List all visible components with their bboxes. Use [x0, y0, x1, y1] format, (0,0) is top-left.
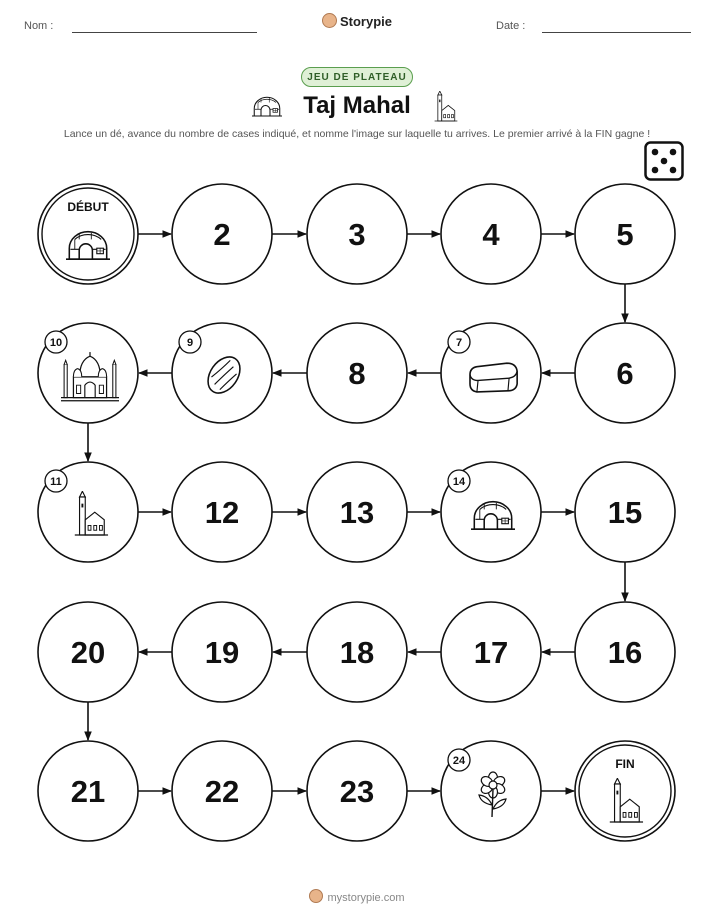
board-cell-13[interactable] — [307, 462, 407, 562]
dice-icon — [644, 141, 684, 181]
board-cell-21[interactable] — [38, 741, 138, 841]
instructions: Lance un dé, avance du nombre de cases indiqué, et nomme l'image sur laquelle tu arrives. Le premier arrivé à la FIN gagne ! — [63, 128, 651, 140]
footer-bear-icon — [309, 889, 323, 903]
board-cell-1[interactable] — [38, 184, 138, 284]
board-cell-5[interactable] — [575, 184, 675, 284]
cell-number-small: 9 — [186, 337, 194, 349]
cell-number: 18 — [339, 635, 375, 670]
board-cell-8[interactable] — [307, 323, 407, 423]
board-cell-18[interactable] — [307, 602, 407, 702]
cell-number: 19 — [204, 635, 240, 670]
cell-number: 3 — [348, 217, 366, 252]
board-cell-7[interactable] — [441, 323, 541, 423]
footer — [0, 889, 714, 904]
cell-number: 22 — [204, 774, 240, 809]
soap-icon — [470, 363, 517, 392]
page-title: Taj Mahal — [303, 92, 411, 119]
board-cell-23[interactable] — [307, 741, 407, 841]
cell-number-small: 10 — [49, 337, 63, 349]
cell-number: 20 — [70, 635, 106, 670]
board-cell-20[interactable] — [38, 602, 138, 702]
board-cell-6[interactable] — [575, 323, 675, 423]
board-cell-10[interactable] — [38, 323, 138, 423]
cell-number-small: 24 — [452, 755, 466, 767]
board-cell-25[interactable] — [575, 741, 675, 841]
cell-number: 6 — [616, 356, 634, 391]
cell-number: 23 — [339, 774, 375, 809]
board-cell-19[interactable] — [172, 602, 272, 702]
board-cell-2[interactable] — [172, 184, 272, 284]
cell-number-small: 14 — [452, 476, 466, 488]
cell-number: 21 — [70, 774, 106, 809]
brand-name: Storypie — [339, 14, 392, 29]
cell-number: 2 — [213, 217, 231, 252]
cell-number-small: 11 — [50, 476, 62, 488]
board-cell-16[interactable] — [575, 602, 675, 702]
cell-number: 16 — [607, 635, 643, 670]
board-cell-4[interactable] — [441, 184, 541, 284]
board-cell-24[interactable] — [441, 741, 541, 841]
cell-number: 13 — [339, 495, 375, 530]
cell-number: 12 — [204, 495, 240, 530]
cell-number: 8 — [348, 356, 366, 391]
board-cell-17[interactable] — [441, 602, 541, 702]
board-cell-9[interactable] — [172, 323, 272, 423]
cell-circle — [575, 741, 675, 841]
board-cell-3[interactable] — [307, 184, 407, 284]
board-cell-22[interactable] — [172, 741, 272, 841]
cell-number-small: 7 — [455, 337, 463, 349]
footer-url[interactable]: mystorypie.com — [327, 892, 405, 904]
cell-number: 17 — [473, 635, 509, 670]
board-cell-11[interactable] — [38, 462, 138, 562]
board-cell-14[interactable] — [441, 462, 541, 562]
end-label: FIN — [615, 757, 635, 771]
date-label: Date : — [496, 20, 526, 32]
start-label: DÉBUT — [67, 200, 109, 214]
board-cell-15[interactable] — [575, 462, 675, 562]
board-cell-12[interactable] — [172, 462, 272, 562]
cell-number: 15 — [607, 495, 643, 530]
name-label: Nom : — [24, 20, 54, 32]
game-type-badge: JEU DE PLATEAU — [301, 67, 413, 87]
cell-number: 5 — [616, 217, 634, 252]
cell-number: 4 — [482, 217, 500, 252]
